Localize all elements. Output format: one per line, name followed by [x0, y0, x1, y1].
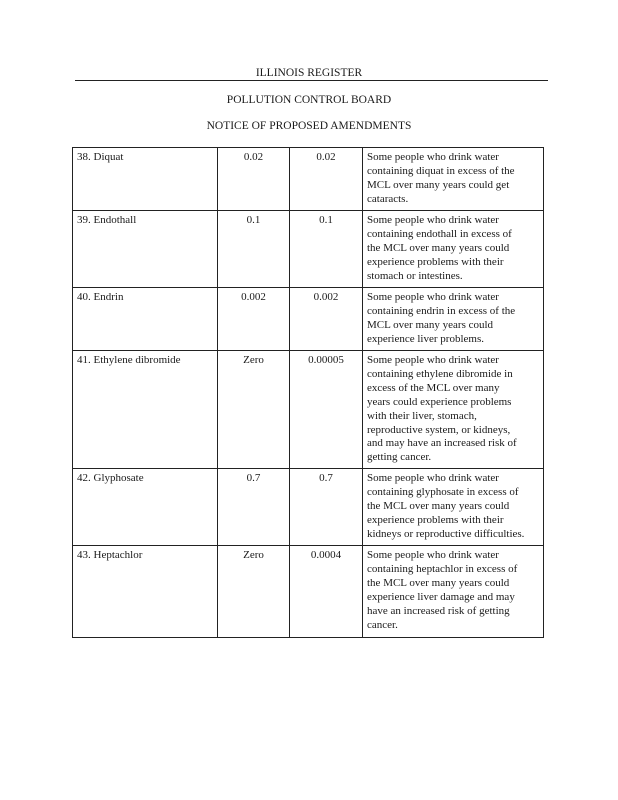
table-row — [73, 351, 544, 469]
mclg-cell: Zero — [218, 351, 290, 469]
table-row — [73, 288, 544, 351]
mcl-cell: 0.1 — [290, 211, 363, 288]
mclg-cell: Zero — [218, 546, 290, 638]
table-row — [73, 546, 544, 638]
health-effects-cell: Some people who drink water containing diquat in excess of the MCL over many years could get cataracts. — [363, 148, 544, 211]
health-effects-cell: Some people who drink water containing endothall in excess of the MCL over many years could experience problems with their stomach or intestines. — [363, 211, 544, 288]
agency-title: POLLUTION CONTROL BOARD — [226, 94, 392, 106]
mcl-cell: 0.7 — [290, 469, 363, 546]
contaminant-cell: 38. Diquat — [73, 148, 218, 211]
notice-title: NOTICE OF PROPOSED AMENDMENTS — [206, 120, 412, 132]
mclg-cell: 0.7 — [218, 469, 290, 546]
mclg-cell: 0.02 — [218, 148, 290, 211]
mcl-cell: 0.002 — [290, 288, 363, 351]
register-title: ILLINOIS REGISTER — [255, 67, 363, 79]
health-effects-cell: Some people who drink water containing ethylene dibromide in excess of the MCL over many years could experience problems with their liver, stomach, reproductive system, or kidneys, and may have an increased risk of getting cancer. — [363, 351, 544, 469]
mcl-cell: 0.0004 — [290, 546, 363, 638]
mcl-cell: 0.00005 — [290, 351, 363, 469]
contaminant-cell: 41. Ethylene dibromide — [73, 351, 218, 469]
contaminant-cell: 42. Glyphosate — [73, 469, 218, 546]
mclg-cell: 0.1 — [218, 211, 290, 288]
contaminant-table — [72, 147, 544, 638]
table-row — [73, 211, 544, 288]
header-rule — [75, 80, 548, 81]
table-row — [73, 469, 544, 546]
health-effects-cell: Some people who drink water containing glyphosate in excess of the MCL over many years could experience problems with their kidneys or reproductive difficulties. — [363, 469, 544, 546]
contaminant-cell: 40. Endrin — [73, 288, 218, 351]
table-row — [73, 148, 544, 211]
mclg-cell: 0.002 — [218, 288, 290, 351]
contaminant-cell: 39. Endothall — [73, 211, 218, 288]
contaminant-cell: 43. Heptachlor — [73, 546, 218, 638]
health-effects-cell: Some people who drink water containing heptachlor in excess of the MCL over many years could experience liver damage and may have an increased risk of getting cancer. — [363, 546, 544, 638]
health-effects-cell: Some people who drink water containing endrin in excess of the MCL over many years could experience liver problems. — [363, 288, 544, 351]
mcl-cell: 0.02 — [290, 148, 363, 211]
